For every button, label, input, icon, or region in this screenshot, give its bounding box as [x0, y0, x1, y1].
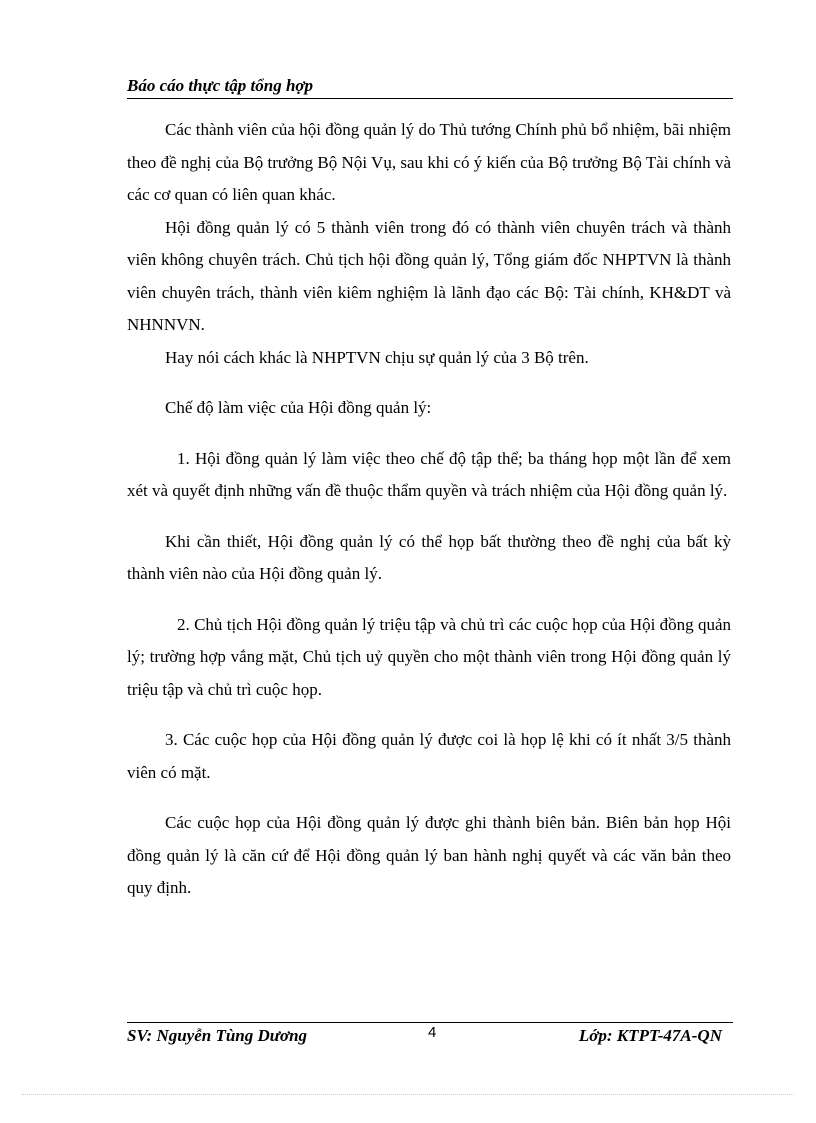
footer-class-code: Lớp: KTPT-47A-QN — [578, 1026, 722, 1045]
paragraph-meeting-minutes: Các cuộc họp của Hội đồng quản lý được ghi thành biên bản. Biên bản họp Hội đồng quản lý là căn cứ để Hội đồng quản lý ban hành nghị quyết và các văn bản theo quy định. — [127, 813, 731, 897]
page-number: 4 — [428, 1024, 437, 1041]
paragraph-working-regime-heading: Chế độ làm việc của Hội đồng quản lý: — [165, 398, 432, 417]
paragraph-extraordinary-meeting: Khi cần thiết, Hội đồng quản lý có thể họp bất thường theo đề nghị của bất kỳ thành viên nào của Hội đồng quản lý. — [127, 531, 731, 583]
page-bottom-edge — [22, 1094, 794, 1095]
list-item-3-quorum: 3. Các cuộc họp của Hội đồng quản lý được coi là họp lệ khi có ít nhất 3/5 thành viên có mặt. — [127, 730, 731, 782]
paragraph-council-members: Hội đồng quản lý có 5 thành viên trong đó có thành viên chuyên trách và thành viên không chuyên trách. Chủ tịch hội đồng quản lý, Tổng giám đốc NHPTVN là thành viên chuyên trách, thành viên kiêm nghiệm là lãnh đạo các Bộ: Tài chính, KH&DT và NHNNVN. — [127, 217, 731, 334]
paragraph-ministry-management: Hay nói cách khác là NHPTVN chịu sự quản lý của 3 Bộ trên. — [165, 347, 589, 367]
document-body — [127, 114, 731, 905]
footer-divider — [127, 1022, 733, 1023]
footer-student-name: SV: Nguyễn Tùng Dương — [127, 1026, 308, 1045]
document-header-title: Báo cáo thực tập tổng hợp — [127, 76, 733, 99]
list-item-2-chairman-convenes: 2. Chủ tịch Hội đồng quản lý triệu tập và chủ trì các cuộc họp của Hội đồng quản lý; trường hợp vắng mặt, Chủ tịch uỷ quyền cho một thành viên trong Hội đồng quản lý triệu tập và chủ trì cuộc họp. — [127, 614, 731, 699]
paragraph-council-appointment: Các thành viên của hội đồng quản lý do Thủ tướng Chính phủ bổ nhiệm, bãi nhiệm theo đề nghị của Bộ trưởng Bộ Nội Vụ, sau khi có ý kiến của Bộ trưởng Bộ Tài chính và các cơ quan có liên quan khác. — [127, 120, 731, 204]
list-item-1-collective-regime: 1. Hội đồng quản lý làm việc theo chế độ tập thể; ba tháng họp một lần để xem xét và quyết định những vấn đề thuộc thẩm quyền và trách nhiệm của Hội đồng quản lý. — [127, 448, 731, 500]
